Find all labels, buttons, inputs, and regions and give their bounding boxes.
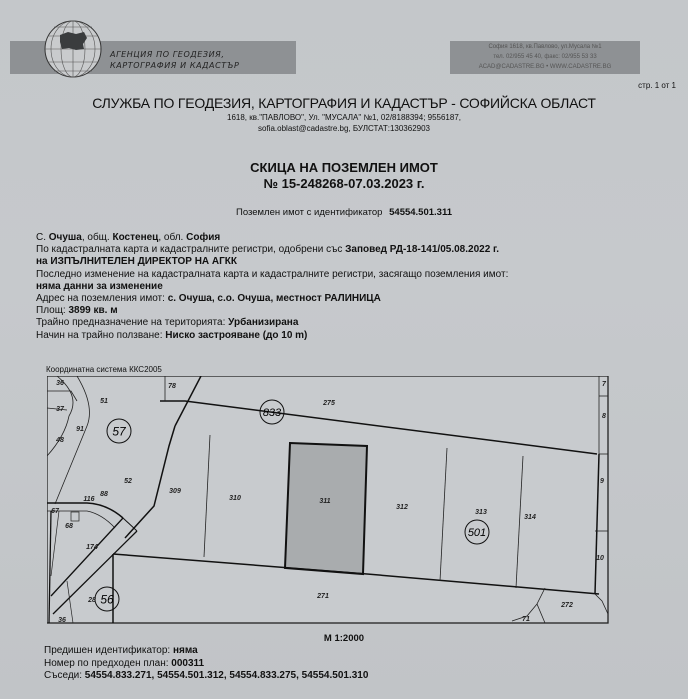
coordinate-system: Координатна система ККС2005 [46,365,162,374]
approval-text: По кадастралната карта и кадастралните регистри, одобрени със [36,244,343,256]
purpose-line [36,317,656,329]
address-label: Адрес на поземления имот: [36,293,165,305]
svg-text:36: 36 [58,617,66,624]
last-change-label: Последно изменение на кадастралната карта и кадастралните регистри, засягащо поземления имот: [36,268,509,280]
approval-by: на ИЗПЪЛНИТЕЛЕН ДИРЕКТОР НА АГКК [36,256,238,268]
svg-text:57: 57 [112,424,126,439]
svg-text:312: 312 [396,504,408,511]
office-title: СЛУЖБА ПО ГЕОДЕЗИЯ, КАРТОГРАФИЯ И КАДАСТЪР - СОФИЙСКА ОБЛАСТ [92,95,596,111]
map-scale: М 1:2000 [323,633,365,644]
address-line [36,293,656,305]
office-address [0,112,688,134]
cadastral-map [47,376,612,626]
previous-plan-label: Номер по предходен план: [44,657,169,669]
previous-id-line [44,645,368,658]
svg-text:71: 71 [522,616,530,623]
agency-line-1: АГЕНЦИЯ ПО ГЕОДЕЗИЯ, [110,50,225,59]
svg-text:833: 833 [262,407,282,419]
svg-text:51: 51 [100,398,108,405]
area-value: 3899 кв. м [68,305,118,317]
svg-text:311: 311 [319,498,331,505]
village-prefix: С. [36,232,46,243]
last-change-line [36,281,656,293]
neighbours-value: 54554.833.271, 54554.501.312, 54554.833.275, 54554.501.310 [84,670,369,681]
approval-line [36,244,656,256]
svg-text:271: 271 [317,593,329,600]
svg-text:8: 8 [602,413,606,420]
area-label: Площ: [36,305,66,317]
region-prefix: , обл. [158,232,184,243]
svg-text:37: 37 [56,406,64,413]
svg-text:68: 68 [65,523,73,530]
neighbours-line [44,670,368,683]
svg-text:313: 313 [475,509,487,516]
purpose-label: Трайно предназначение на територията: [36,317,226,329]
contact-phone: тел. 02/955 45 40, факс: 02/955 53 33 [493,54,597,60]
approval-order: Заповед РД-18-141/05.08.2022 г. [345,244,499,256]
svg-text:272: 272 [561,602,573,609]
village: Очуша [48,232,82,243]
svg-text:501: 501 [467,527,487,539]
office-street: 1618, кв."ПАВЛОВО", Ул. "МУСАЛА" №1, 02/8188394; 9556187, [227,113,461,122]
usage-line [36,330,656,342]
previous-plan-line [44,658,368,671]
svg-text:310: 310 [229,495,241,502]
svg-text:9: 9 [600,478,604,485]
location-line [36,232,656,244]
previous-id-value: няма [172,645,198,656]
property-footer [44,645,368,683]
svg-text:78: 78 [168,383,176,390]
property-info [36,232,656,342]
contact-web: ACAD@CADASTRE.BG • WWW.CADASTRE.BG [478,64,612,70]
sketch-number: № 15-248268-07.03.2023 г. [263,176,425,191]
agency-line-2: КАРТОГРАФИЯ И КАДАСТЪР [110,61,240,70]
svg-text:88: 88 [100,491,108,498]
usage-label: Начин на трайно ползване: [36,329,163,341]
svg-text:174: 174 [86,544,98,551]
municipality: Костенец [112,232,159,243]
svg-text:48: 48 [56,437,64,444]
last-change-value: няма данни за изменение [36,280,163,292]
region: София [186,232,221,243]
page-number: стр. 1 от 1 [638,81,676,90]
neighbours-label: Съседи: [44,670,83,681]
identifier-value: 54554.501.311 [389,207,452,218]
globe-logo-icon [42,18,104,80]
area-line [36,305,656,317]
svg-text:314: 314 [524,514,536,521]
office-email-bulstat: sofia.oblast@cadastre.bg, БУЛСТАТ:130362903 [258,124,430,133]
agency-name [110,49,239,71]
parcel-311-highlight [285,443,367,574]
approval-by-line [36,256,656,268]
purpose-value: Урбанизирана [228,317,299,329]
svg-text:10: 10 [596,555,604,562]
svg-text:56: 56 [100,592,114,607]
svg-text:28: 28 [88,597,96,604]
svg-text:116: 116 [83,496,95,503]
previous-id-label: Предишен идентификатор: [44,645,171,656]
document-title [0,160,688,192]
svg-text:275: 275 [323,400,335,407]
municipality-prefix: , общ. [81,232,110,243]
agency-contact [452,42,638,72]
usage-value: Ниско застрояване (до 10 m) [165,329,308,341]
svg-text:7: 7 [602,381,606,388]
svg-text:67: 67 [51,508,59,515]
svg-text:52: 52 [124,478,132,485]
address-value: с. Очуша, с.о. Очуша, местност РАЛИНИЦА [167,293,381,305]
sketch-title: СКИЦА НА ПОЗЕМЛЕН ИМОТ [250,160,438,175]
svg-text:91: 91 [76,426,84,433]
identifier-label: Поземлен имот с идентификатор [235,207,383,218]
svg-text:309: 309 [169,488,181,495]
svg-text:36: 36 [56,380,64,387]
previous-plan-value: 000311 [171,657,205,669]
contact-address: София 1618, кв.Павлово, ул.Мусала №1 [488,44,602,50]
property-identifier [0,207,688,218]
